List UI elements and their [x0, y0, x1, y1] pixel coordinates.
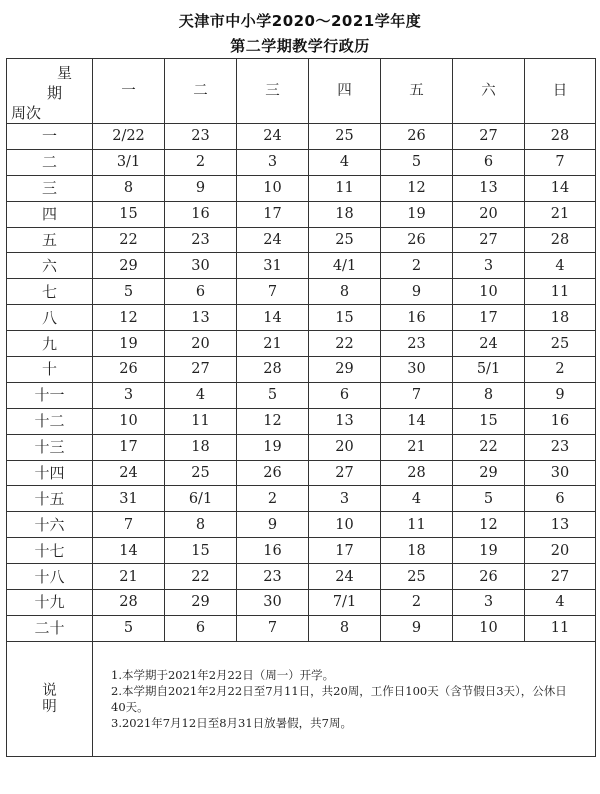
date-cell: 11	[381, 512, 453, 538]
date-cell: 30	[237, 590, 309, 616]
date-cell: 22	[165, 564, 237, 590]
date-cell: 14	[237, 305, 309, 331]
table-row	[7, 253, 596, 279]
date-cell: 16	[165, 201, 237, 227]
date-cell: 18	[381, 538, 453, 564]
date-cell: 27	[453, 227, 525, 253]
date-cell: 16	[237, 538, 309, 564]
note-item: 1.本学期于2021年2月22日（周一）开学。	[111, 667, 335, 682]
date-cell: 18	[165, 434, 237, 460]
date-cell: 20	[525, 538, 596, 564]
date-cell: 21	[237, 331, 309, 357]
date-cell: 2/22	[93, 124, 165, 150]
date-cell: 2	[165, 149, 237, 175]
table-row	[7, 175, 596, 201]
week-number-cell: 二十	[7, 615, 93, 641]
date-cell: 26	[453, 564, 525, 590]
date-cell: 28	[381, 460, 453, 486]
date-cell: 29	[309, 357, 381, 383]
date-cell: 26	[381, 227, 453, 253]
date-cell: 8	[165, 512, 237, 538]
date-cell: 27	[525, 564, 596, 590]
date-cell: 3	[309, 486, 381, 512]
date-cell: 9	[237, 512, 309, 538]
table-row	[7, 590, 596, 616]
table-row	[7, 331, 596, 357]
date-cell: 13	[453, 175, 525, 201]
date-cell: 7	[381, 382, 453, 408]
date-cell: 10	[453, 279, 525, 305]
date-cell: 26	[93, 357, 165, 383]
date-cell: 24	[453, 331, 525, 357]
date-cell: 28	[525, 227, 596, 253]
date-cell: 23	[525, 434, 596, 460]
date-cell: 19	[93, 331, 165, 357]
date-cell: 4	[525, 253, 596, 279]
week-number-cell: 四	[7, 201, 93, 227]
date-cell: 25	[309, 227, 381, 253]
date-cell: 8	[453, 382, 525, 408]
week-number-cell: 七	[7, 279, 93, 305]
table-row	[7, 279, 596, 305]
week-number-cell: 八	[7, 305, 93, 331]
date-cell: 5	[93, 615, 165, 641]
date-cell: 6/1	[165, 486, 237, 512]
academic-calendar-table	[6, 58, 596, 757]
date-cell: 31	[237, 253, 309, 279]
table-row	[7, 124, 596, 150]
date-cell: 3	[93, 382, 165, 408]
week-number-cell: 十	[7, 357, 93, 383]
date-cell: 8	[93, 175, 165, 201]
table-row	[7, 434, 596, 460]
date-cell: 26	[237, 460, 309, 486]
table-row	[7, 564, 596, 590]
date-cell: 15	[93, 201, 165, 227]
date-cell: 3	[453, 590, 525, 616]
date-cell: 30	[381, 357, 453, 383]
date-cell: 27	[309, 460, 381, 486]
table-row	[7, 512, 596, 538]
date-cell: 17	[237, 201, 309, 227]
date-cell: 29	[165, 590, 237, 616]
date-cell: 16	[525, 408, 596, 434]
week-number-cell: 三	[7, 175, 93, 201]
date-cell: 18	[525, 305, 596, 331]
date-cell: 11	[165, 408, 237, 434]
date-cell: 7	[93, 512, 165, 538]
date-cell: 3	[453, 253, 525, 279]
notes-content	[93, 641, 596, 756]
date-cell: 26	[381, 124, 453, 150]
day-header-mon: 一	[93, 59, 165, 124]
calendar-subtitle: 第二学期教学行政历	[230, 37, 370, 55]
date-cell: 14	[381, 408, 453, 434]
day-header-fri: 五	[381, 59, 453, 124]
date-cell: 9	[381, 279, 453, 305]
week-number-cell: 六	[7, 253, 93, 279]
date-cell: 17	[93, 434, 165, 460]
date-cell: 5/1	[453, 357, 525, 383]
date-cell: 6	[165, 279, 237, 305]
notes-label	[7, 641, 93, 756]
date-cell: 4/1	[309, 253, 381, 279]
date-cell: 8	[309, 615, 381, 641]
date-cell: 10	[309, 512, 381, 538]
date-cell: 5	[381, 149, 453, 175]
date-cell: 28	[93, 590, 165, 616]
date-cell: 12	[381, 175, 453, 201]
note-item: 2.本学期自2021年2月22日至7月11日，共20周，工作日100天（含节假日3天），公休日40天。	[111, 683, 567, 714]
date-cell: 3/1	[93, 149, 165, 175]
table-row	[7, 486, 596, 512]
date-cell: 4	[381, 486, 453, 512]
day-header-thu: 四	[309, 59, 381, 124]
date-cell: 27	[165, 357, 237, 383]
date-cell: 20	[165, 331, 237, 357]
date-cell: 22	[93, 227, 165, 253]
date-cell: 6	[453, 149, 525, 175]
week-number-cell: 一	[7, 124, 93, 150]
date-cell: 7	[525, 149, 596, 175]
date-cell: 19	[237, 434, 309, 460]
date-cell: 21	[93, 564, 165, 590]
date-cell: 24	[309, 564, 381, 590]
date-cell: 23	[237, 564, 309, 590]
date-cell: 14	[525, 175, 596, 201]
week-number-cell: 十二	[7, 408, 93, 434]
date-cell: 11	[525, 279, 596, 305]
date-cell: 9	[525, 382, 596, 408]
date-cell: 23	[381, 331, 453, 357]
date-cell: 12	[237, 408, 309, 434]
date-cell: 10	[93, 408, 165, 434]
date-cell: 8	[309, 279, 381, 305]
date-cell: 19	[381, 201, 453, 227]
date-cell: 17	[309, 538, 381, 564]
table-row	[7, 460, 596, 486]
date-cell: 13	[525, 512, 596, 538]
date-cell: 21	[381, 434, 453, 460]
date-cell: 27	[453, 124, 525, 150]
date-cell: 24	[237, 124, 309, 150]
corner-label-week: 周次	[11, 104, 42, 122]
date-cell: 25	[525, 331, 596, 357]
date-cell: 15	[309, 305, 381, 331]
table-row	[7, 201, 596, 227]
date-cell: 4	[309, 149, 381, 175]
week-number-cell: 五	[7, 227, 93, 253]
header-row	[7, 59, 596, 124]
day-header-sun: 日	[525, 59, 596, 124]
date-cell: 6	[165, 615, 237, 641]
date-cell: 9	[381, 615, 453, 641]
date-cell: 22	[453, 434, 525, 460]
week-number-cell: 十三	[7, 434, 93, 460]
table-row	[7, 408, 596, 434]
calendar-title: 天津市中小学2020～2021学年度	[178, 12, 422, 30]
week-number-cell: 十一	[7, 382, 93, 408]
date-cell: 23	[165, 227, 237, 253]
date-cell: 21	[525, 201, 596, 227]
date-cell: 17	[453, 305, 525, 331]
week-number-cell: 十四	[7, 460, 93, 486]
date-cell: 31	[93, 486, 165, 512]
date-cell: 18	[309, 201, 381, 227]
table-row	[7, 615, 596, 641]
notes-label-ming: 明	[42, 698, 57, 715]
header-corner	[7, 59, 93, 124]
table-row	[7, 382, 596, 408]
week-number-cell: 十五	[7, 486, 93, 512]
week-number-cell: 九	[7, 331, 93, 357]
date-cell: 24	[93, 460, 165, 486]
week-number-cell: 十六	[7, 512, 93, 538]
notes-label-shuo: 说	[42, 682, 57, 699]
date-cell: 7	[237, 279, 309, 305]
date-cell: 28	[237, 357, 309, 383]
date-cell: 20	[309, 434, 381, 460]
date-cell: 2	[381, 590, 453, 616]
week-number-cell: 十八	[7, 564, 93, 590]
date-cell: 5	[453, 486, 525, 512]
week-number-cell: 十七	[7, 538, 93, 564]
date-cell: 28	[525, 124, 596, 150]
table-row	[7, 305, 596, 331]
date-cell: 2	[381, 253, 453, 279]
table-row	[7, 357, 596, 383]
date-cell: 12	[453, 512, 525, 538]
table-row	[7, 227, 596, 253]
date-cell: 29	[453, 460, 525, 486]
date-cell: 16	[381, 305, 453, 331]
table-row	[7, 538, 596, 564]
date-cell: 9	[165, 175, 237, 201]
note-item: 3.2021年7月12日至8月31日放暑假，共7周。	[111, 715, 352, 730]
date-cell: 7/1	[309, 590, 381, 616]
date-cell: 30	[165, 253, 237, 279]
date-cell: 30	[525, 460, 596, 486]
day-header-tue: 二	[165, 59, 237, 124]
date-cell: 25	[381, 564, 453, 590]
corner-label-qi: 期	[47, 84, 63, 102]
table-row	[7, 149, 596, 175]
date-cell: 2	[237, 486, 309, 512]
date-cell: 10	[453, 615, 525, 641]
date-cell: 29	[93, 253, 165, 279]
date-cell: 15	[165, 538, 237, 564]
date-cell: 6	[525, 486, 596, 512]
date-cell: 5	[237, 382, 309, 408]
date-cell: 11	[525, 615, 596, 641]
date-cell: 15	[453, 408, 525, 434]
date-cell: 4	[165, 382, 237, 408]
date-cell: 5	[93, 279, 165, 305]
week-number-cell: 二	[7, 149, 93, 175]
date-cell: 3	[237, 149, 309, 175]
date-cell: 13	[309, 408, 381, 434]
date-cell: 4	[525, 590, 596, 616]
date-cell: 14	[93, 538, 165, 564]
day-header-sat: 六	[453, 59, 525, 124]
date-cell: 23	[165, 124, 237, 150]
notes-row	[7, 641, 596, 756]
date-cell: 10	[237, 175, 309, 201]
week-number-cell: 十九	[7, 590, 93, 616]
date-cell: 19	[453, 538, 525, 564]
date-cell: 24	[237, 227, 309, 253]
date-cell: 7	[237, 615, 309, 641]
date-cell: 22	[309, 331, 381, 357]
date-cell: 2	[525, 357, 596, 383]
date-cell: 6	[309, 382, 381, 408]
date-cell: 12	[93, 305, 165, 331]
day-header-wed: 三	[237, 59, 309, 124]
date-cell: 20	[453, 201, 525, 227]
date-cell: 25	[309, 124, 381, 150]
date-cell: 13	[165, 305, 237, 331]
date-cell: 25	[165, 460, 237, 486]
date-cell: 11	[309, 175, 381, 201]
corner-label-xing: 星	[57, 64, 73, 82]
